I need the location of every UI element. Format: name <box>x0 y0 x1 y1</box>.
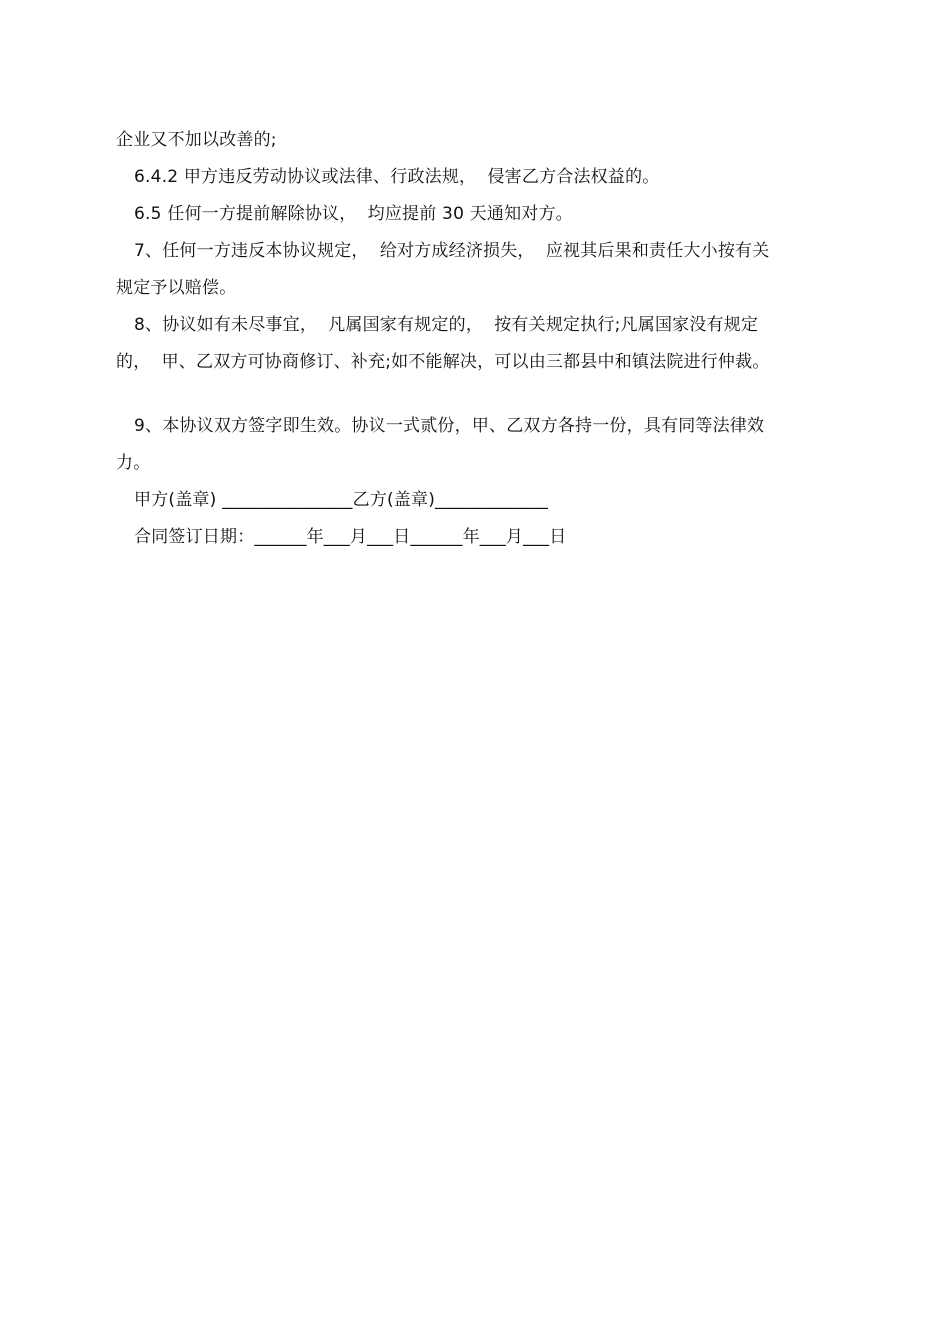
paragraph-gap <box>116 381 856 408</box>
clause-8-line-2: 的， 甲、乙双方可协商修订、补充;如不能解决，可以由三都县中和镇法院进行仲裁。 <box>116 352 770 372</box>
signing-date-line: 合同签订日期：______年___月___日______年___月___日 <box>134 527 567 547</box>
clause-9-line-1: 9、本协议双方签字即生效。协议一式贰份，甲、乙双方各持一份，具有同等法律效 <box>134 416 765 436</box>
clause-6-4-1-continuation: 企业又不加以改善的; <box>116 130 277 150</box>
clause-7-line-2: 规定予以赔偿。 <box>116 278 237 298</box>
clause-7-line-1: 7、任何一方违反本协议规定， 给对方成经济损失， 应视其后果和责任大小按有关 <box>134 241 770 261</box>
clause-8-line-1: 8、协议如有未尽事宜， 凡属国家有规定的， 按有关规定执行;凡属国家没有规定 <box>134 315 759 335</box>
clause-6-4-2: 6.4.2 甲方违反劳动协议或法律、行政法规， 侵害乙方合法权益的。 <box>134 167 660 187</box>
contract-text <box>116 122 856 556</box>
clause-9-line-2: 力。 <box>116 453 151 473</box>
signature-line: 甲方(盖章) _______________乙方(盖章)_____________ <box>134 490 549 510</box>
clause-6-5: 6.5 任何一方提前解除协议， 均应提前 30 天通知对方。 <box>134 204 573 224</box>
